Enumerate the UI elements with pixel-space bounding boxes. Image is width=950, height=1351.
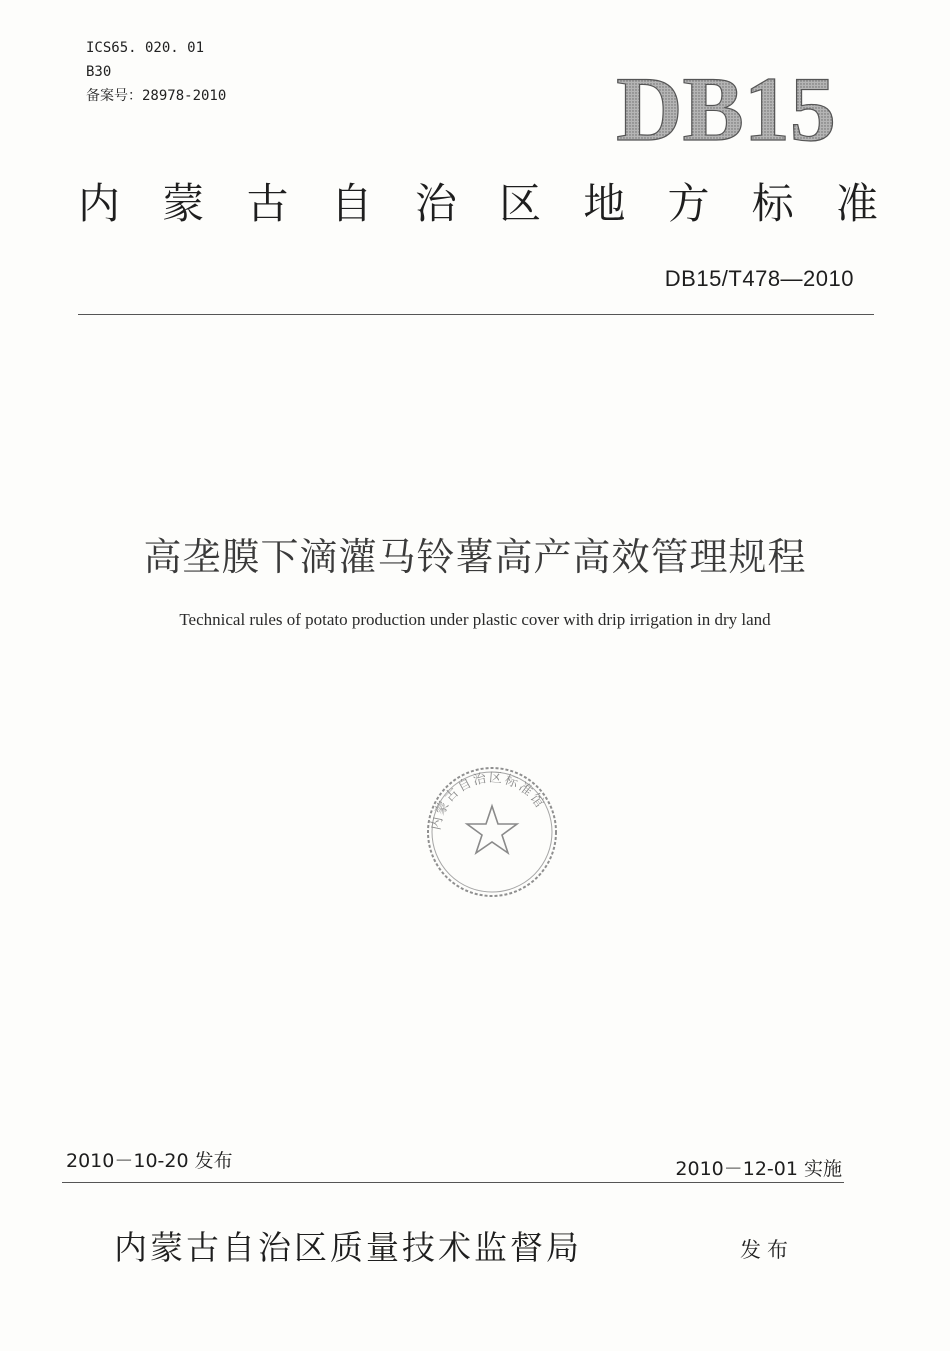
- region-title-char: 古: [246, 179, 289, 228]
- record-number: 备案号：28978-2010: [86, 88, 227, 104]
- document-title-chinese: 高垄膜下滴灌马铃薯高产高效管理规程: [143, 535, 807, 579]
- region-title-char: 自: [330, 179, 373, 228]
- region-title-char: 区: [499, 179, 542, 228]
- top-divider: [78, 314, 874, 315]
- region-title-char: 治: [414, 179, 457, 228]
- classification-block: [86, 36, 226, 108]
- db15-logo-text: DB15: [616, 62, 836, 152]
- issue-date: 2010－10-20 发布: [66, 1150, 233, 1172]
- ics-code: ICS65. 020. 01: [86, 40, 205, 56]
- classification-code: B30: [86, 64, 112, 80]
- region-title-char: 地: [583, 179, 626, 228]
- seal-text: 内蒙古自治区标准馆: [428, 770, 548, 832]
- db15-logo: [596, 62, 856, 152]
- region-title-char: 方: [667, 179, 710, 228]
- region-title-char: 标: [751, 179, 794, 228]
- bottom-divider: [62, 1182, 844, 1183]
- region-title-char: 准: [835, 179, 878, 228]
- publish-label: 发布: [740, 1238, 794, 1262]
- library-seal-stamp: [420, 760, 564, 900]
- region-title-char: 蒙: [162, 179, 205, 228]
- region-standard-title: [78, 178, 878, 230]
- publisher-name: 内蒙古自治区质量技术监督局: [114, 1228, 582, 1267]
- standard-number: DB15/T478—2010: [664, 266, 854, 291]
- effective-date: 2010－12-01 实施: [675, 1158, 842, 1180]
- document-title-english: Technical rules of potato production under plastic cover with drip irrigation in dry land: [179, 610, 771, 629]
- region-title-char: 内: [78, 179, 121, 228]
